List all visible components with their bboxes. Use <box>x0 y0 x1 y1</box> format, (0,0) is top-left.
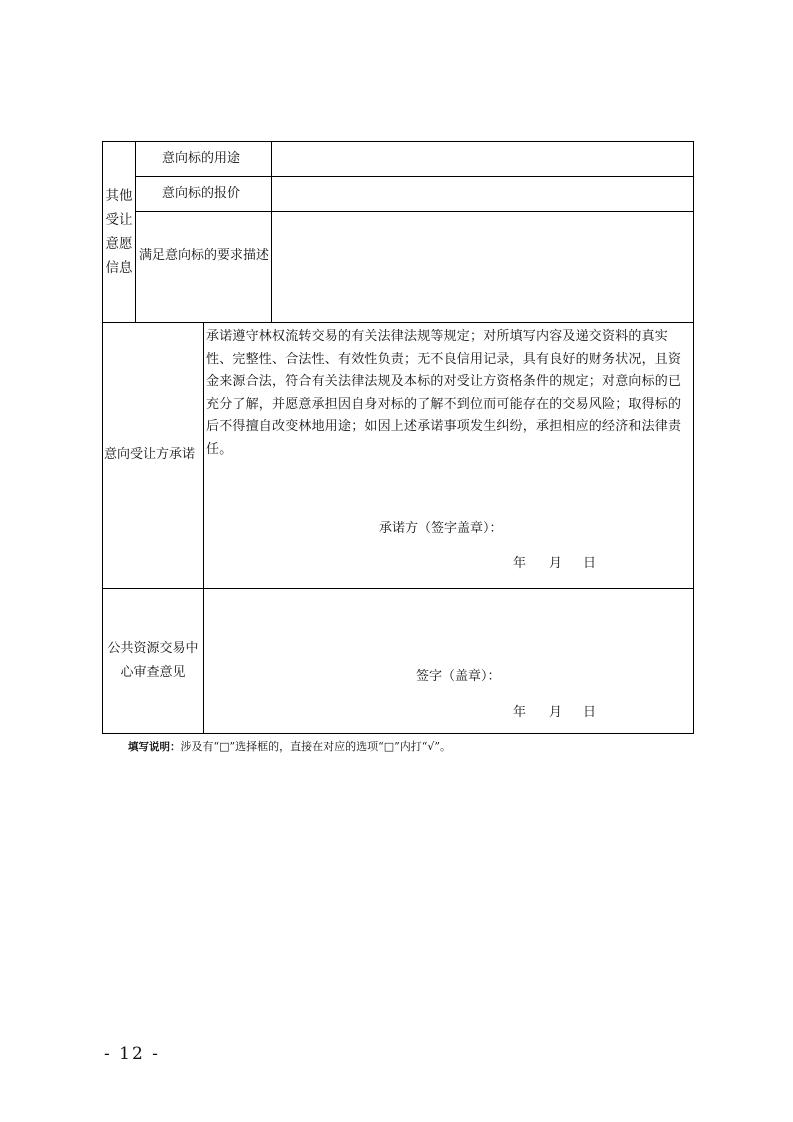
review-date-day: 日 <box>583 705 597 720</box>
section-divider-2 <box>102 588 694 589</box>
lower-label-divider <box>203 322 204 734</box>
page-number: - 12 - <box>104 1044 160 1064</box>
review-signature-label: 签字（盖章）： <box>416 669 501 684</box>
table-left-border <box>102 141 103 734</box>
price-label: 意向标的报价 <box>162 186 241 201</box>
commitment-date-month: 月 <box>549 556 563 571</box>
section-label-divider <box>135 141 136 322</box>
row-divider-2 <box>135 211 694 212</box>
section-divider-1 <box>102 322 694 323</box>
other-info-label: 其他受让意愿信息 <box>105 188 133 276</box>
fill-instructions-title: 填写说明： <box>128 741 181 753</box>
table-top-border <box>102 141 694 142</box>
commitment-signature-label: 承诺方（签字盖章）： <box>379 521 503 536</box>
fill-instructions <box>128 739 451 755</box>
commitment-date-year: 年 <box>513 556 527 571</box>
review-date-year: 年 <box>513 705 527 720</box>
review-date-month: 月 <box>549 705 563 720</box>
commitment-date-day: 日 <box>583 556 597 571</box>
field-value-divider <box>271 141 272 322</box>
fill-instructions-text: 涉及有“□”选择框的，直接在对应的选项“□”内打“√”。 <box>180 740 452 753</box>
purpose-label: 意向标的用途 <box>162 151 241 166</box>
row-divider-1 <box>135 176 694 177</box>
table-bottom-border <box>102 733 694 734</box>
commitment-text: 承诺遵守林权流转交易的有关法律法规等规定；对所填写内容及递交资料的真实性、完整性、合法性、有效性负责；无不良信用记录，具有良好的财务状况，且资金来源合法，符合有关法律法规及本标的对受让方资格条件的规定；对意向标的已充分了解，并愿意承担因自身对标的了解不到位而可能存在的交易风险；取得标的后不得擅自改变林地用途；如因上述承诺事项发生纠纷，承担相应的经济和法律责任。 <box>206 329 682 457</box>
review-label: 公共资源交易中心审查意见 <box>107 641 199 680</box>
commitment-label: 意向受让方承诺 <box>104 447 196 462</box>
requirement-label: 满足意向标的要求描述 <box>138 248 269 263</box>
